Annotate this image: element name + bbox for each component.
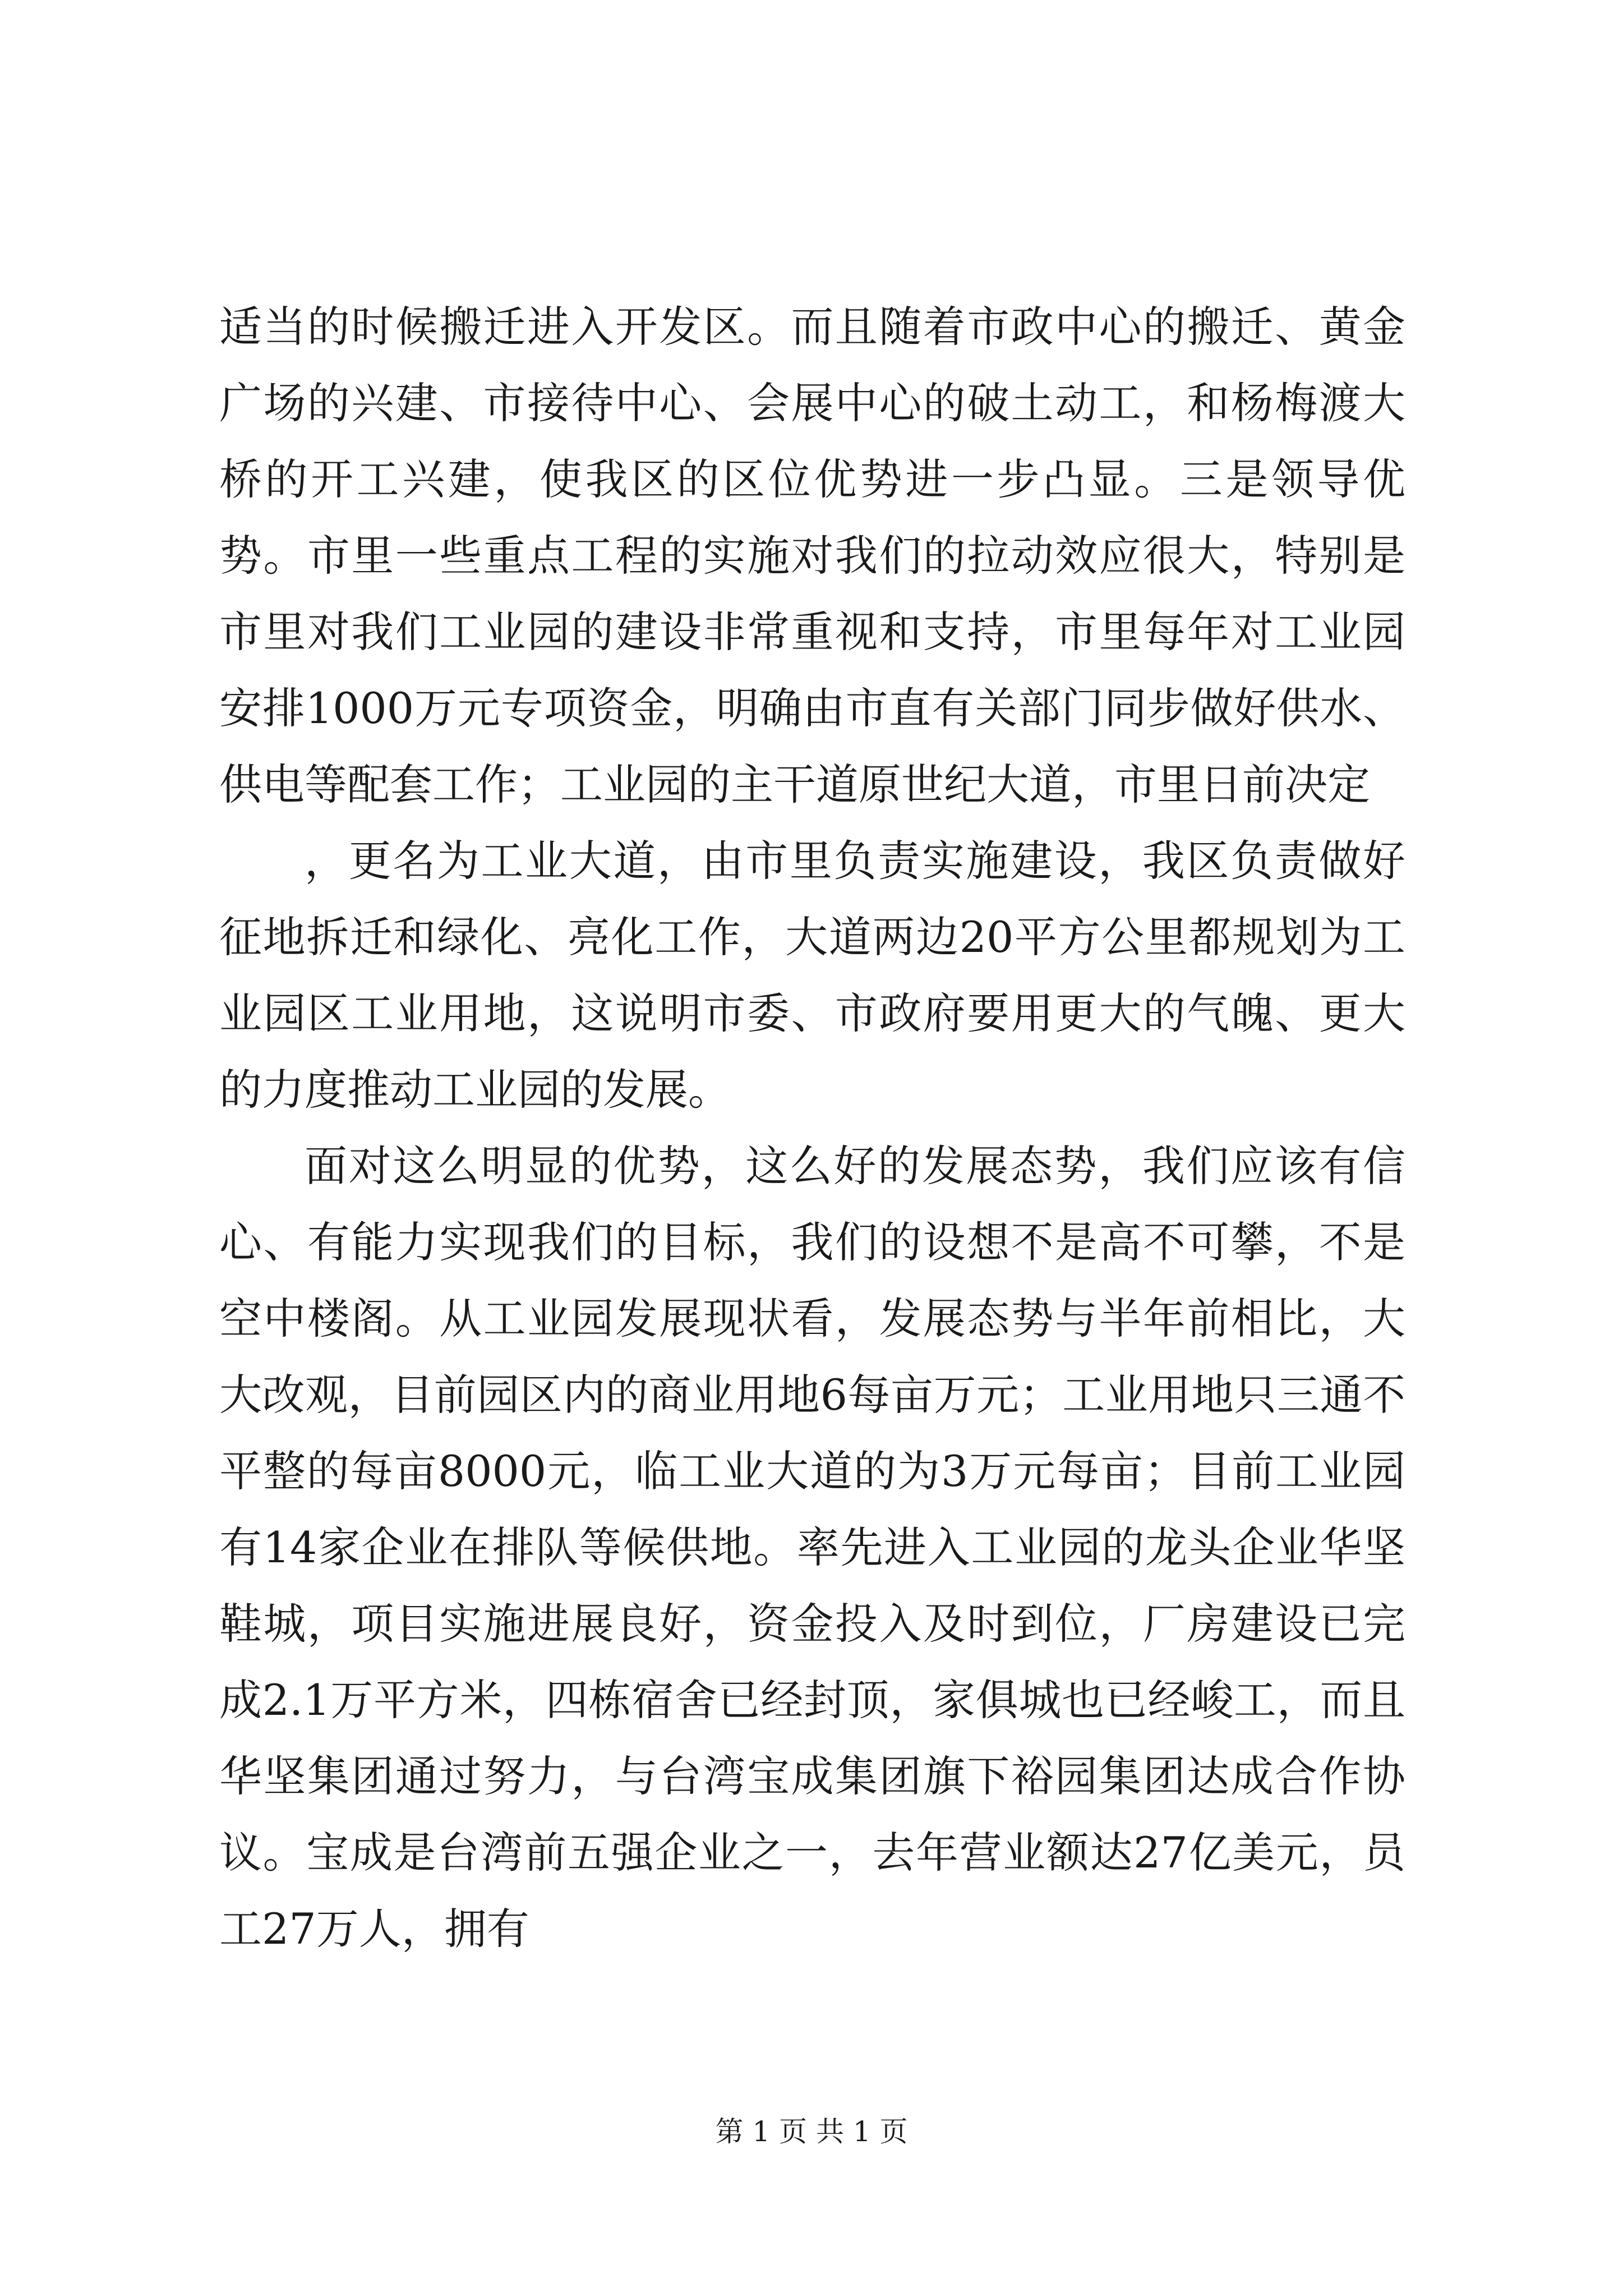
document-body xyxy=(219,289,1405,1967)
page-footer: 第 1 页 共 1 页 xyxy=(715,2115,908,2148)
paragraph-3: 面对这么明显的优势，这么好的发展态势，我们应该有信心、有能力实现我们的目标，我们的设想不是高不可攀，不是空中楼阁。从工业园发展现状看，发展态势与半年前相比，大大改观，目前园区内的商业用地6每亩万元；工业用地只三通不平整的每亩8000元，临工业大道的为3万元每亩；目前工业园有14家企业在排队等候供地。率先进入工业园的龙头企业华坚鞋城，项目实施进展良好，资金投入及时到位，厂房建设已完成2.1万平方米，四栋宿舍已经封顶，家俱城也已经峻工，而且华坚集团通过努力，与台湾宝成集团旗下裕园集团达成合作协议。宝成是台湾前五强企业之一，去年营业额达27亿美元，员工27万人，拥有 xyxy=(219,1141,1405,1954)
paragraph-1: 适当的时候搬迁进入开发区。而且随着市政中心的搬迁、黄金广场的兴建、市接待中心、会展中心的破土动工，和杨梅渡大桥的开工兴建，使我区的区位优势进一步凸显。三是领导优势。市里一些重点工程的实施对我们的拉动效应很大，特别是市里对我们工业园的建设非常重视和支持，市里每年对工业园安排1000万元专项资金，明确由市直有关部门同步做好供水、供电等配套工作；工业园的主干道原世纪大道，市里日前决定 xyxy=(219,302,1405,809)
paragraph-2: ，更名为工业大道，由市里负责实施建设，我区负责做好征地拆迁和绿化、亮化工作，大道两边20平方公里都规划为工业园区工业用地，这说明市委、市政府要用更大的气魄、更大的力度推动工业园的发展。 xyxy=(219,836,1405,1115)
